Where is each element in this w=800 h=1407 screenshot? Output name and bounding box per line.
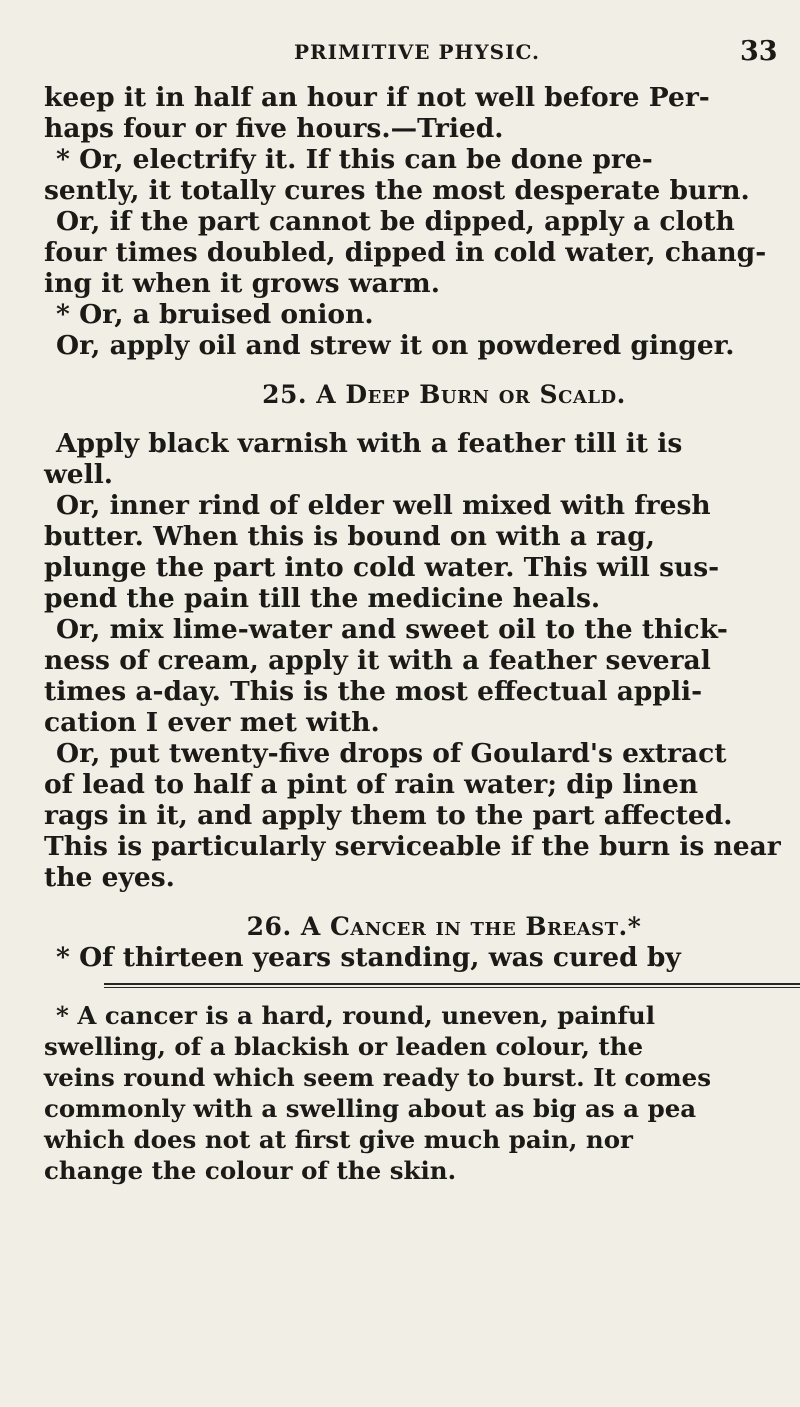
text-line: ing it when it grows warm. (44, 268, 440, 299)
section-heading-25: 25. A Deep Burn or Scald. (262, 380, 626, 409)
body-text (44, 82, 784, 1186)
text-line: sently, it totally cures the most desperate burn. (44, 175, 750, 206)
text-line: * Of thirteen years standing, was cured by (56, 942, 681, 973)
footnote-line: which does not at first give much pain, nor (44, 1125, 633, 1154)
text-line: Or, if the part cannot be dipped, apply a cloth (56, 206, 735, 237)
text-line: of lead to half a pint of rain water; dip linen (44, 769, 699, 800)
text-line: This is particularly serviceable if the burn is near (44, 831, 781, 862)
text-line: the eyes. (44, 862, 175, 893)
text-line: Or, inner rind of elder well mixed with fresh (56, 490, 711, 521)
running-head: PRIMITIVE PHYSIC. (294, 40, 541, 64)
footnote-rule (104, 983, 800, 988)
footnote-line: change the colour of the skin. (44, 1156, 457, 1185)
footnote-line: commonly with a swelling about as big as a pea (44, 1094, 697, 1123)
text-line: four times doubled, dipped in cold water, chang- (44, 237, 767, 268)
text-line: cation I ever met with. (44, 707, 380, 738)
footnote-line: veins round which seem ready to burst. It comes (44, 1063, 712, 1092)
text-line: Apply black varnish with a feather till it is (56, 428, 683, 459)
text-line: rags in it, and apply them to the part affected. (44, 800, 733, 831)
text-line: butter. When this is bound on with a rag, (44, 521, 655, 552)
text-line: keep it in half an hour if not well before Per- (44, 82, 710, 113)
text-line: plunge the part into cold water. This will sus- (44, 552, 720, 583)
section-heading-26: 26. A Cancer in the Breast.* (246, 912, 642, 941)
footnote-line: * A cancer is a hard, round, uneven, painful (56, 1001, 656, 1030)
page-header (0, 36, 800, 76)
text-line: haps four or five hours.—Tried. (44, 113, 504, 144)
text-line: * Or, a bruised onion. (56, 299, 374, 330)
text-line: times a-day. This is the most effectual appli- (44, 676, 703, 707)
page-number: 33 (740, 36, 778, 67)
footnote-line: swelling, of a blackish or leaden colour, the (44, 1032, 644, 1061)
text-line: Or, put twenty-five drops of Goulard's extract (56, 738, 727, 769)
text-line: well. (44, 459, 114, 490)
text-line: Or, apply oil and strew it on powdered ginger. (56, 330, 735, 361)
text-line: ness of cream, apply it with a feather several (44, 645, 711, 676)
text-line: * Or, electrify it. If this can be done pre- (56, 144, 653, 175)
text-line: Or, mix lime-water and sweet oil to the thick- (56, 614, 728, 645)
text-line: pend the pain till the medicine heals. (44, 583, 601, 614)
